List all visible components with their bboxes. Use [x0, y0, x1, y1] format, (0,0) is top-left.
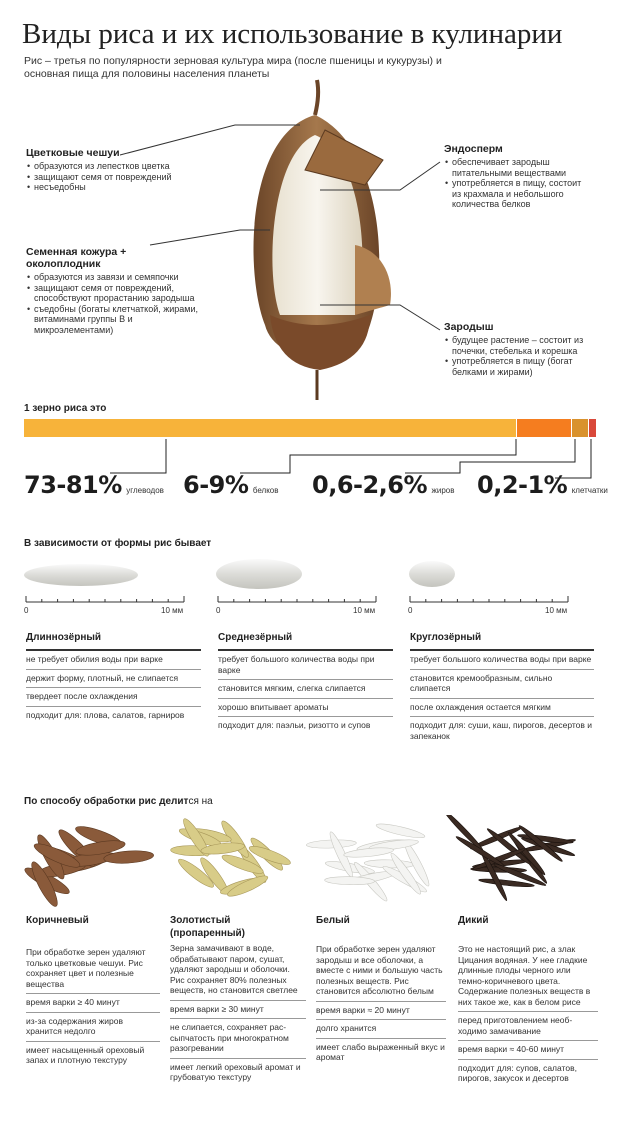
seed-coat-item: • образуются из завязи и семяпочки — [34, 272, 201, 283]
medium-grain-title: Среднезёрный — [218, 632, 293, 643]
ruler-start-label: 0 — [216, 606, 221, 615]
page-subtitle: Рис – третья по популярности зерновая культура мира (после пшеницы и кукурузы) и основная пища для половины населения планеты — [24, 55, 442, 80]
processing-heading-part: По способу обработки рис делит — [24, 796, 189, 807]
round-grain-column — [410, 632, 594, 745]
processing-heading — [24, 796, 213, 807]
round-grain-title: Круглозёрный — [410, 632, 482, 643]
wild-rice-row: подходит для: супов, салатов, пирогов, закусок и десертов — [458, 1059, 598, 1088]
flower-scales-item: • несъедобны — [34, 182, 206, 193]
seed-coat-item: • съедобны (богаты клетчаткой, жирами, витаминами группы В и микроэлементами) — [34, 304, 201, 336]
seed-coat-heading: Семенная кожура + околоплодник — [26, 246, 127, 270]
carbs-value: 73-81% — [24, 471, 122, 499]
long-grain-title: Длиннозёрный — [26, 632, 102, 643]
round-grain-image — [409, 561, 455, 587]
rice-grain — [442, 815, 484, 853]
medium-grain-row: хорошо впитывает ароматы — [218, 698, 393, 717]
processing-heading-part: ся на — [188, 796, 213, 807]
brown-rice-column — [26, 914, 160, 1070]
long-grain-row: не требует обилия воды при варке — [26, 649, 201, 669]
composition-segment — [24, 419, 516, 437]
white-rice-column — [316, 914, 446, 1067]
long-grain-image — [24, 564, 138, 586]
flower-scales-annotation — [26, 147, 206, 193]
carbs-stat — [24, 471, 164, 499]
seed-coat-annotation — [26, 246, 201, 335]
rice-grain-illustration — [205, 75, 420, 405]
protein-stat — [183, 471, 279, 499]
white-rice-title: Белый — [316, 915, 350, 926]
white-rice-row: долго хранится — [316, 1019, 446, 1038]
golden-rice-image — [170, 816, 292, 899]
composition-segment — [571, 419, 588, 437]
brown-rice-title: Коричневый — [26, 915, 89, 926]
ruler-end-label: 10 мм — [545, 606, 568, 615]
composition-segment — [516, 419, 571, 437]
medium-grain-row: подходит для: паэльи, ризотто и супов — [218, 716, 393, 735]
golden-rice-row: имеет легкий ореховый аромат и грубоватую текстуру — [170, 1058, 306, 1087]
composition-bar — [24, 419, 596, 437]
wild-rice-image — [442, 815, 576, 902]
white-rice-description: При обработке зерен удаляют зародыш и все оболочки, а вместе с ними и большую часть полезных веществ. Рис становится абсолютно белым — [316, 944, 443, 996]
fat-value: 0,6-2,6% — [312, 471, 428, 499]
seed-coat-item: • защищают семя от повреждений, способствуют прорастанию зародыша — [34, 283, 201, 304]
brown-rice-description: При обработке зерен удаляют только цветковые чешуи. Рис сохраняет цвет и полезные вещества — [26, 947, 146, 989]
ruler-end-label: 10 мм — [161, 606, 184, 615]
flower-scales-item: • защищают семя от повреждений — [34, 172, 206, 183]
rice-grain — [375, 821, 426, 840]
medium-grain-image — [216, 559, 302, 589]
fat-stat — [312, 471, 454, 499]
endosperm-annotation — [444, 143, 584, 210]
golden-rice-description: Зерна замачивают в воде, обрабатывают паром, сушат, удаляют зародыш и оболочки. Рис сохраняет 80% полезных веществ, но становится светлее — [170, 943, 298, 995]
brown-rice-row: время варки ≥ 40 минут — [26, 993, 160, 1012]
endosperm-item: • обеспечивает зародыш питательными веществами — [452, 157, 584, 178]
fiber-label: клетчатки — [571, 486, 608, 495]
fiber-value: 0,2-1% — [477, 471, 568, 499]
white-rice-image — [306, 821, 432, 903]
brown-rice-row: имеет насыщенный ореховый запах и плотную текстуру — [26, 1041, 160, 1070]
long-grain-row: твердеет после охлаждения — [26, 687, 201, 706]
round-grain-row: после охлаждения остается мягким — [410, 698, 594, 717]
round-grain-row: подходит для: суши, каш, пирогов, десертов и запеканок — [410, 716, 594, 745]
embryo-item: • будущее растение – состоит из почечки, стебелька и корешка — [452, 335, 594, 356]
long-grain-row: подходит для: плова, салатов, гарниров — [26, 706, 201, 725]
golden-rice-row: время варки ≥ 30 минут — [170, 1000, 306, 1019]
fiber-stat — [477, 471, 608, 499]
white-rice-row: имеет слабо выраженный вкус и аромат — [316, 1038, 446, 1067]
wild-rice-row: время варки ≈ 40-60 минут — [458, 1040, 598, 1059]
golden-rice-row: не слипается, сохраняет рас-сыпчатость при многократном разогревании — [170, 1018, 306, 1058]
medium-grain-column — [218, 632, 393, 735]
golden-rice-column — [170, 914, 306, 1087]
carbs-label: углеводов — [126, 486, 164, 495]
flower-scales-heading: Цветковые чешуи — [26, 147, 120, 159]
processing-grain-images — [0, 815, 620, 910]
wild-rice-title: Дикий — [458, 915, 489, 926]
page-title: Виды риса и их использование в кулинарии — [22, 18, 563, 50]
round-grain-row: становится кремообразным, сильно слипается — [410, 669, 594, 698]
composition-segment — [588, 419, 596, 437]
wild-rice-row: перед приготовлением необ-ходимо замачивание — [458, 1011, 598, 1040]
embryo-item: • употребляется в пищу (богат белками и жирами) — [452, 356, 594, 377]
protein-value: 6-9% — [183, 471, 249, 499]
fat-label: жиров — [431, 486, 455, 495]
embryo-annotation — [444, 321, 594, 377]
grain-shape-rulers — [0, 555, 620, 615]
round-grain-row: требует большого количества воды при варке — [410, 649, 594, 669]
flower-scales-item: • образуются из лепестков цветка — [34, 161, 206, 172]
brown-rice-image — [22, 823, 154, 910]
endosperm-item: • употребляется в пищу, состоит из крахмала и небольшого количества белков — [452, 178, 584, 210]
wild-rice-column — [458, 914, 598, 1088]
endosperm-heading: Эндосперм — [444, 143, 503, 155]
long-grain-row: держит форму, плотный, не слипается — [26, 669, 201, 688]
medium-grain-row: становится мягким, слегка слипается — [218, 679, 393, 698]
composition-heading: 1 зерно риса это — [24, 403, 107, 414]
embryo-heading: Зародыш — [444, 321, 494, 333]
golden-rice-title: Золотистый (пропаренный) — [170, 915, 245, 939]
white-rice-row: время варки ≈ 20 минут — [316, 1001, 446, 1020]
brown-rice-row: из-за содержания жиров хранится недолго — [26, 1012, 160, 1041]
medium-grain-row: требует большого количества воды при варке — [218, 649, 393, 679]
ruler-start-label: 0 — [24, 606, 29, 615]
wild-rice-description: Это не настоящий рис, а злак Цицания водяная. У нее гладкие длинные плоды черного или темно-коричневого цвета. Содержание полезных веществ в них такое же, как в белом рисе — [458, 944, 591, 1007]
protein-label: белков — [252, 486, 279, 495]
shape-heading: В зависимости от формы рис бывает — [24, 538, 212, 549]
long-grain-column — [26, 632, 201, 724]
ruler-start-label: 0 — [408, 606, 413, 615]
ruler-end-label: 10 мм — [353, 606, 376, 615]
